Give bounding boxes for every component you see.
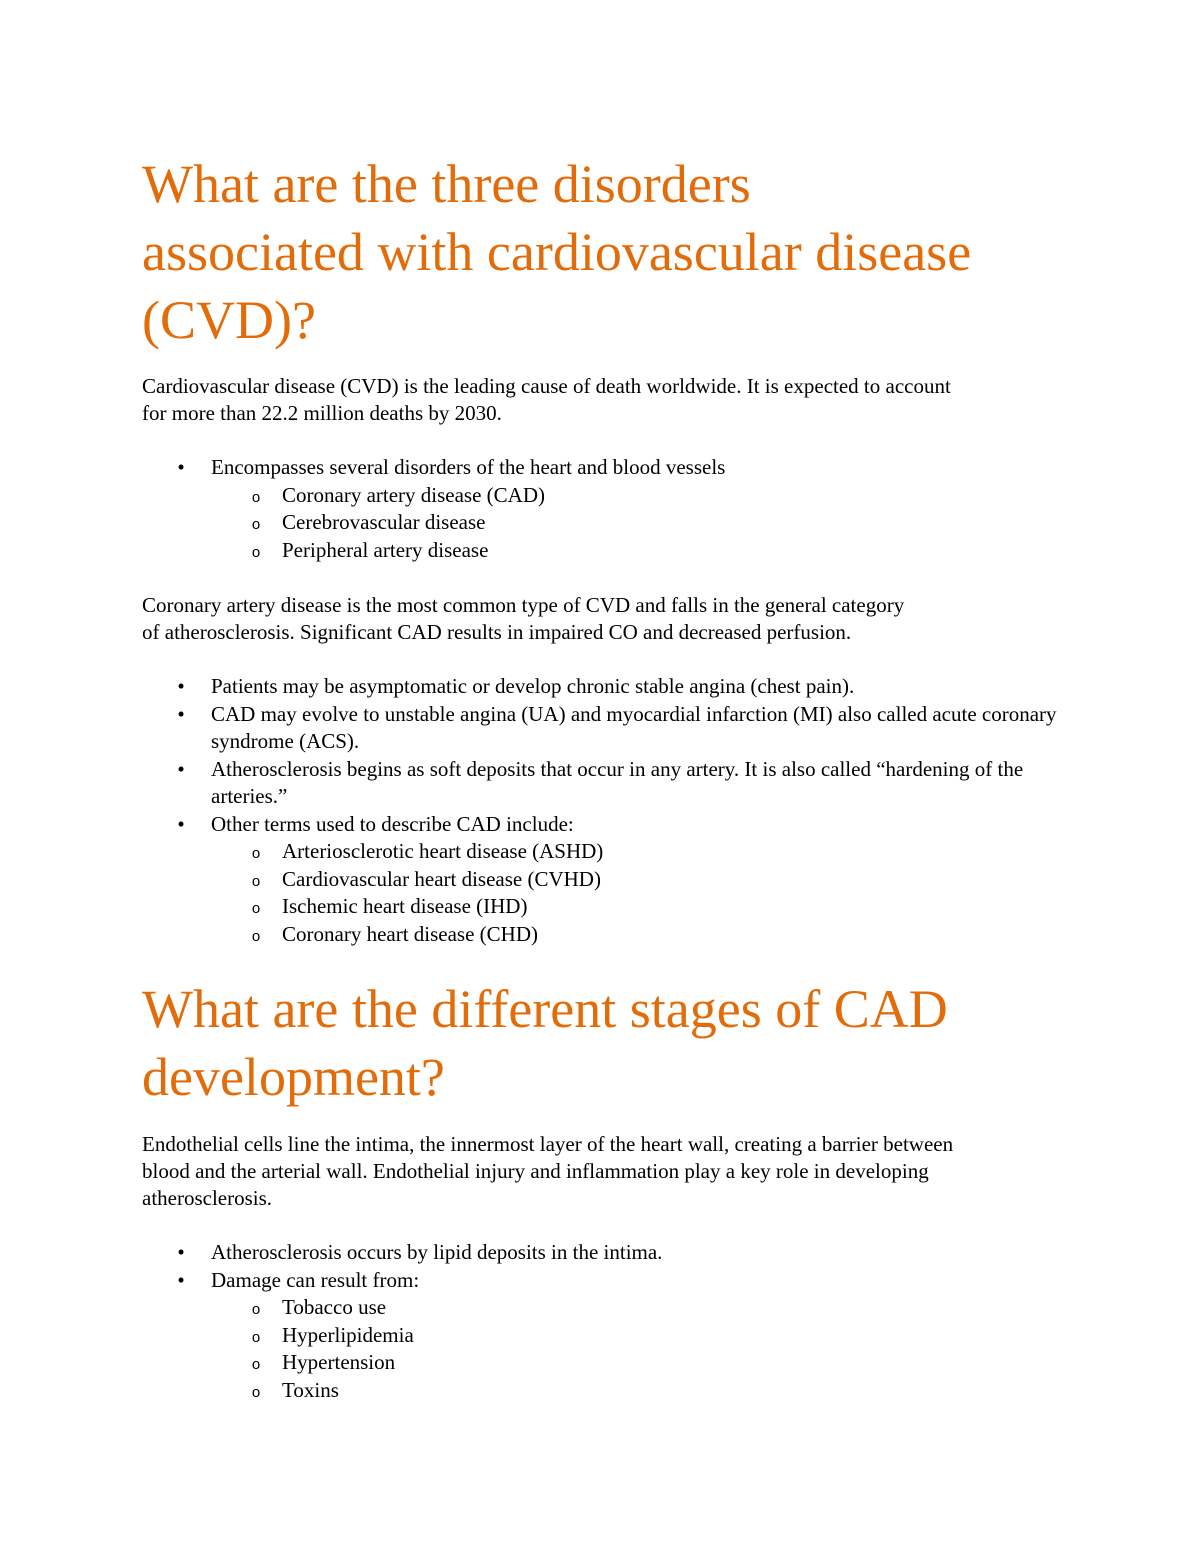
list-item <box>142 454 1072 564</box>
list-item-text: Damage can result from: <box>211 1267 420 1292</box>
atherosclerosis-list <box>142 1239 1072 1404</box>
heading-cad-stages <box>142 975 1072 1111</box>
cvd-intro-paragraph <box>142 373 1072 427</box>
endothelial-paragraph <box>142 1131 1072 1212</box>
list-item-text: CAD may evolve to unstable angina (UA) and myocardial infarction (MI) also called acute coronary syndrome (ACS). <box>211 701 1057 753</box>
cad-facts-list <box>142 673 1072 948</box>
list-subitem-text: Coronary artery disease (CAD) <box>282 482 545 507</box>
bullet-marker: • <box>177 811 185 836</box>
list-subitem-text: Tobacco use <box>282 1295 387 1319</box>
heading-line: What are the three disorders <box>142 154 751 214</box>
list-subitem-text: Peripheral artery disease <box>282 537 489 562</box>
list-item-text: Atherosclerosis occurs by lipid deposits in the intima. <box>211 1240 663 1264</box>
sub-bullet-marker: o <box>251 488 261 506</box>
sub-bullet-marker: o <box>251 1356 261 1373</box>
list-subitem <box>213 838 1072 866</box>
list-item-text: Encompasses several disorders of the heart and blood vessels <box>211 455 726 479</box>
list-item <box>142 811 1072 949</box>
list-subitem-text: Cardiovascular heart disease (CVHD) <box>282 866 601 891</box>
list-subitem <box>213 1294 1072 1322</box>
list-subitem <box>213 1349 1072 1377</box>
sub-bullet-marker: o <box>251 543 261 561</box>
list-item <box>142 673 1072 701</box>
sub-bullet-marker: o <box>251 1383 261 1401</box>
heading-line: associated with cardiovascular disease <box>142 222 972 282</box>
list-subitem <box>213 509 1072 537</box>
list-item-text: Other terms used to describe CAD include: <box>211 811 574 836</box>
paragraph-line: Cardiovascular disease (CVD) is the leading cause of death worldwide. It is expected to account <box>142 374 951 398</box>
bullet-marker: • <box>177 701 185 726</box>
list-subitem-text: Cerebrovascular disease <box>282 510 486 534</box>
cad-paragraph <box>142 592 1072 646</box>
cvd-disorders-list <box>142 454 1072 564</box>
document-content <box>142 150 1072 1404</box>
list-subitem <box>213 1377 1072 1405</box>
list-subitem-text: Hyperlipidemia <box>282 1322 414 1347</box>
heading-line: development? <box>142 1047 445 1107</box>
bullet-marker: • <box>177 756 185 781</box>
list-item <box>142 701 1072 756</box>
heading-line: (CVD)? <box>142 290 316 350</box>
list-item-text: Atherosclerosis begins as soft deposits that occur in any artery. It is also called “hardening of the arteries.” <box>211 756 1024 808</box>
sub-bullet-marker: o <box>251 872 261 890</box>
bullet-marker: • <box>177 674 185 698</box>
bullet-marker: • <box>177 455 185 479</box>
list-subitem-text: Arteriosclerotic heart disease (ASHD) <box>282 839 604 863</box>
list-item <box>142 756 1072 811</box>
paragraph-line: Coronary artery disease is the most common type of CVD and falls in the general category <box>142 593 905 617</box>
paragraph-line: Endothelial cells line the intima, the innermost layer of the heart wall, creating a barrier between <box>142 1132 954 1156</box>
sub-bullet-marker: o <box>251 900 261 917</box>
bullet-marker: • <box>177 1267 185 1292</box>
cad-terms-list <box>213 838 1072 948</box>
list-subitem <box>213 921 1072 949</box>
list-subitem <box>213 482 1072 510</box>
heading-cvd-disorders <box>142 150 1072 354</box>
paragraph-line: blood and the arterial wall. Endothelial injury and inflammation play a key role in developing <box>142 1159 929 1183</box>
list-subitem-text: Coronary heart disease (CHD) <box>282 921 538 946</box>
list-item <box>142 1267 1072 1405</box>
cvd-disorder-types-list <box>213 482 1072 565</box>
list-item-text: Patients may be asymptomatic or develop chronic stable angina (chest pain). <box>211 674 855 698</box>
heading-line: What are the different stages of CAD <box>142 979 948 1039</box>
list-subitem-text: Toxins <box>282 1377 339 1402</box>
sub-bullet-marker: o <box>251 845 261 862</box>
sub-bullet-marker: o <box>251 1301 261 1318</box>
bullet-marker: • <box>177 1240 185 1264</box>
paragraph-line: of atherosclerosis. Significant CAD results in impaired CO and decreased perfusion. <box>142 620 852 644</box>
list-subitem <box>213 893 1072 921</box>
list-subitem <box>213 866 1072 894</box>
damage-causes-list <box>213 1294 1072 1404</box>
list-subitem <box>213 1322 1072 1350</box>
list-subitem <box>213 537 1072 565</box>
list-subitem-text: Hypertension <box>282 1350 396 1374</box>
paragraph-line: for more than 22.2 million deaths by 2030. <box>142 401 502 425</box>
list-item <box>142 1239 1072 1267</box>
sub-bullet-marker: o <box>251 927 261 945</box>
sub-bullet-marker: o <box>251 1328 261 1346</box>
paragraph-line: atherosclerosis. <box>142 1186 273 1210</box>
sub-bullet-marker: o <box>251 516 261 533</box>
list-subitem-text: Ischemic heart disease (IHD) <box>282 894 528 918</box>
